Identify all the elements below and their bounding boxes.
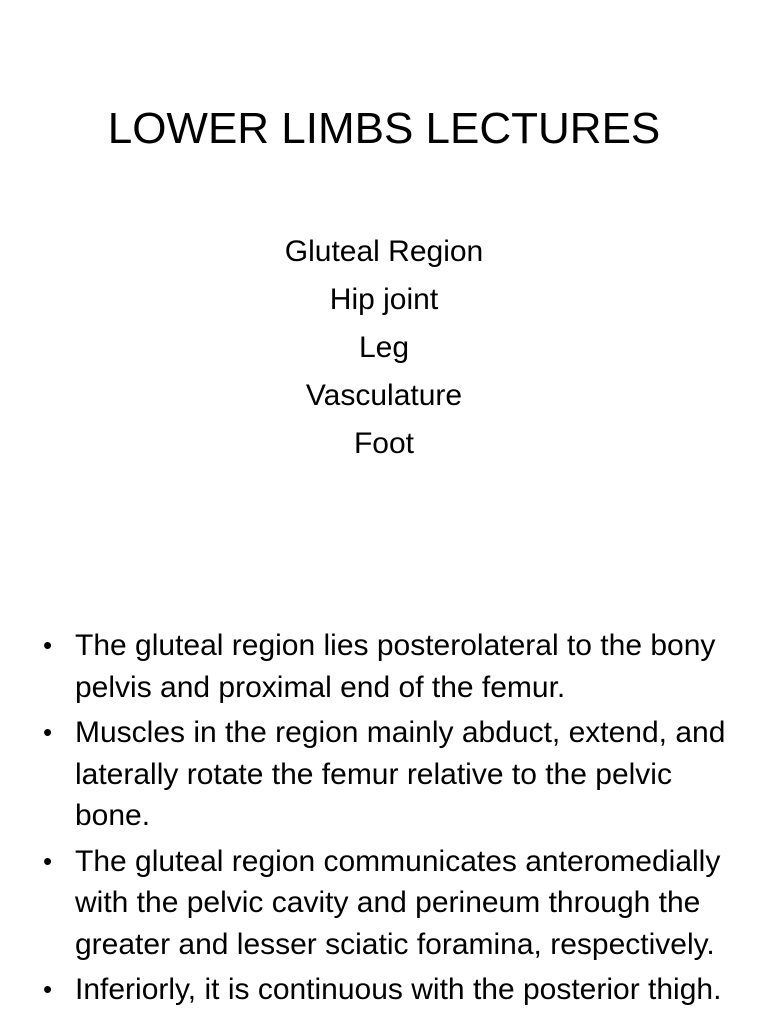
topic-item: Vasculature — [305, 379, 463, 412]
bullet-icon: • — [43, 845, 53, 876]
topic-item: Foot — [353, 427, 415, 460]
bullet-item — [0, 625, 768, 708]
bullet-icon: • — [43, 630, 53, 660]
topic-item: Leg — [358, 331, 410, 364]
bullet-item — [0, 841, 768, 966]
bullet-list — [0, 625, 768, 1015]
bullet-icon: • — [43, 717, 53, 747]
bullet-item — [0, 712, 768, 837]
topic-item: Gluteal Region — [284, 235, 484, 268]
slide-title: LOWER LIMBS LECTURES — [107, 104, 661, 153]
topic-item: Hip joint — [329, 283, 439, 316]
bullet-text: Inferiorly, it is continuous with the posterior thigh. — [75, 973, 722, 1006]
bullet-text: The gluteal region lies posterolateral to the bony pelvis and proximal end of the femur. — [75, 629, 716, 704]
bullet-item — [0, 969, 768, 1011]
bullet-text: The gluteal region communicates anteromedially with the pelvic cavity and perineum through the greater and lesser sciatic foramina, respectively. — [75, 844, 721, 961]
bullet-text: Muscles in the region mainly abduct, extend, and laterally rotate the femur relative to the pelvic bone. — [75, 716, 726, 832]
topic-list — [0, 228, 768, 468]
bullet-icon: • — [43, 974, 53, 1004]
